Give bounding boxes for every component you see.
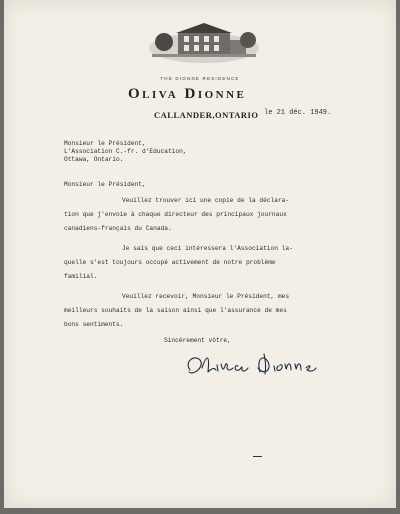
body-line: meilleurs souhaits de la saison ainsi que l'assurance de mes <box>64 307 287 314</box>
body-line: quelle s'est toujours occupé activement de notre problème <box>64 259 276 266</box>
body-line: familial. <box>64 273 98 280</box>
letterhead-name: Oliva Dionne <box>128 86 247 102</box>
recipient-line: L'Association C.-fr. d'Education, <box>64 148 187 155</box>
body-line: tion que j'envoie à chaque directeur des principaux journaux <box>64 211 287 218</box>
body-line: bons sentiments. <box>64 321 124 328</box>
body-line: Veuillez recevoir, Monsieur le Président, mes <box>122 293 290 300</box>
house-vignette-icon <box>148 18 260 64</box>
recipient-line: Monsieur le Président, <box>64 140 146 147</box>
closing: Sincèrement vôtre, <box>164 337 231 344</box>
letter-date: le 21 déc. 1949. <box>264 109 332 117</box>
page-mark <box>253 456 262 457</box>
body-line: Je sais que ceci intéressera l'Association la- <box>122 245 293 252</box>
body-line: canadiens-français du Canada. <box>64 225 172 232</box>
letterhead-address: CALLANDER,ONTARIO <box>154 110 259 120</box>
recipient-line: Ottawa, Ontario. <box>64 156 124 163</box>
handwritten-signature-icon <box>180 348 320 382</box>
residence-caption: THE DIONNE RESIDENCE <box>160 76 240 81</box>
body-line: Veuillez trouver ici une copie de la déclara- <box>122 197 290 204</box>
letter-page <box>4 0 396 508</box>
salutation: Monsieur le Président, <box>64 181 146 188</box>
